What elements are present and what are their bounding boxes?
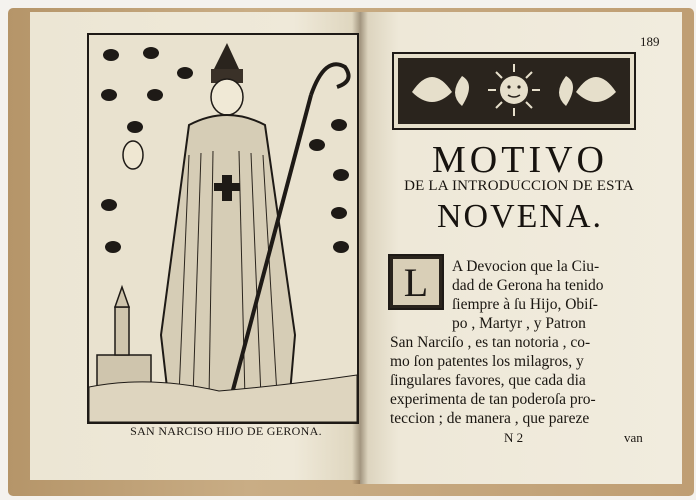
heading-title: MOTIVO (432, 139, 608, 181)
woodcut-drawing (89, 35, 357, 422)
drop-cap-initial (388, 254, 444, 310)
sun-face-icon (500, 76, 528, 104)
drop-cap-frame (388, 254, 444, 310)
drop-cap-letter: L (403, 260, 429, 305)
text-line: mo ſon patentes los milagros, y (390, 353, 584, 370)
text-line: teccion ; de manera , que pareze (390, 410, 590, 427)
text-line: ſingulares favores, que cada dia (390, 372, 586, 389)
heading-novena: NOVENA. (436, 198, 604, 235)
mitre-shape (214, 43, 239, 69)
heading-subtitle: DE LA INTRODUCCION DE ESTA (404, 178, 634, 194)
text-line: po , Martyr , y Patron (452, 315, 586, 332)
text-line: experimenta de tan poderoſa pro- (390, 391, 596, 408)
page-number: 189 (640, 34, 660, 49)
decorative-headpiece (392, 52, 636, 130)
headpiece-ornament (392, 52, 636, 130)
church-building (97, 287, 151, 387)
text-line: ſiempre à ſu Hijo, Obiſ- (452, 296, 598, 313)
text-line: dad de Gerona ha tenido (452, 277, 604, 294)
saint-woodcut-illustration (87, 33, 359, 424)
text-line: A Devocion que la Ciu- (452, 258, 600, 275)
raised-hand (123, 141, 143, 169)
signature-mark: N 2 (504, 430, 524, 445)
crozier-crook (311, 64, 349, 95)
illustration-caption: SAN NARCISO HIJO DE GERONA. (130, 424, 322, 438)
catchword: van (624, 430, 643, 445)
text-line: San Narciſo , es tan notoria , co- (390, 334, 591, 351)
saint-face (211, 79, 243, 115)
